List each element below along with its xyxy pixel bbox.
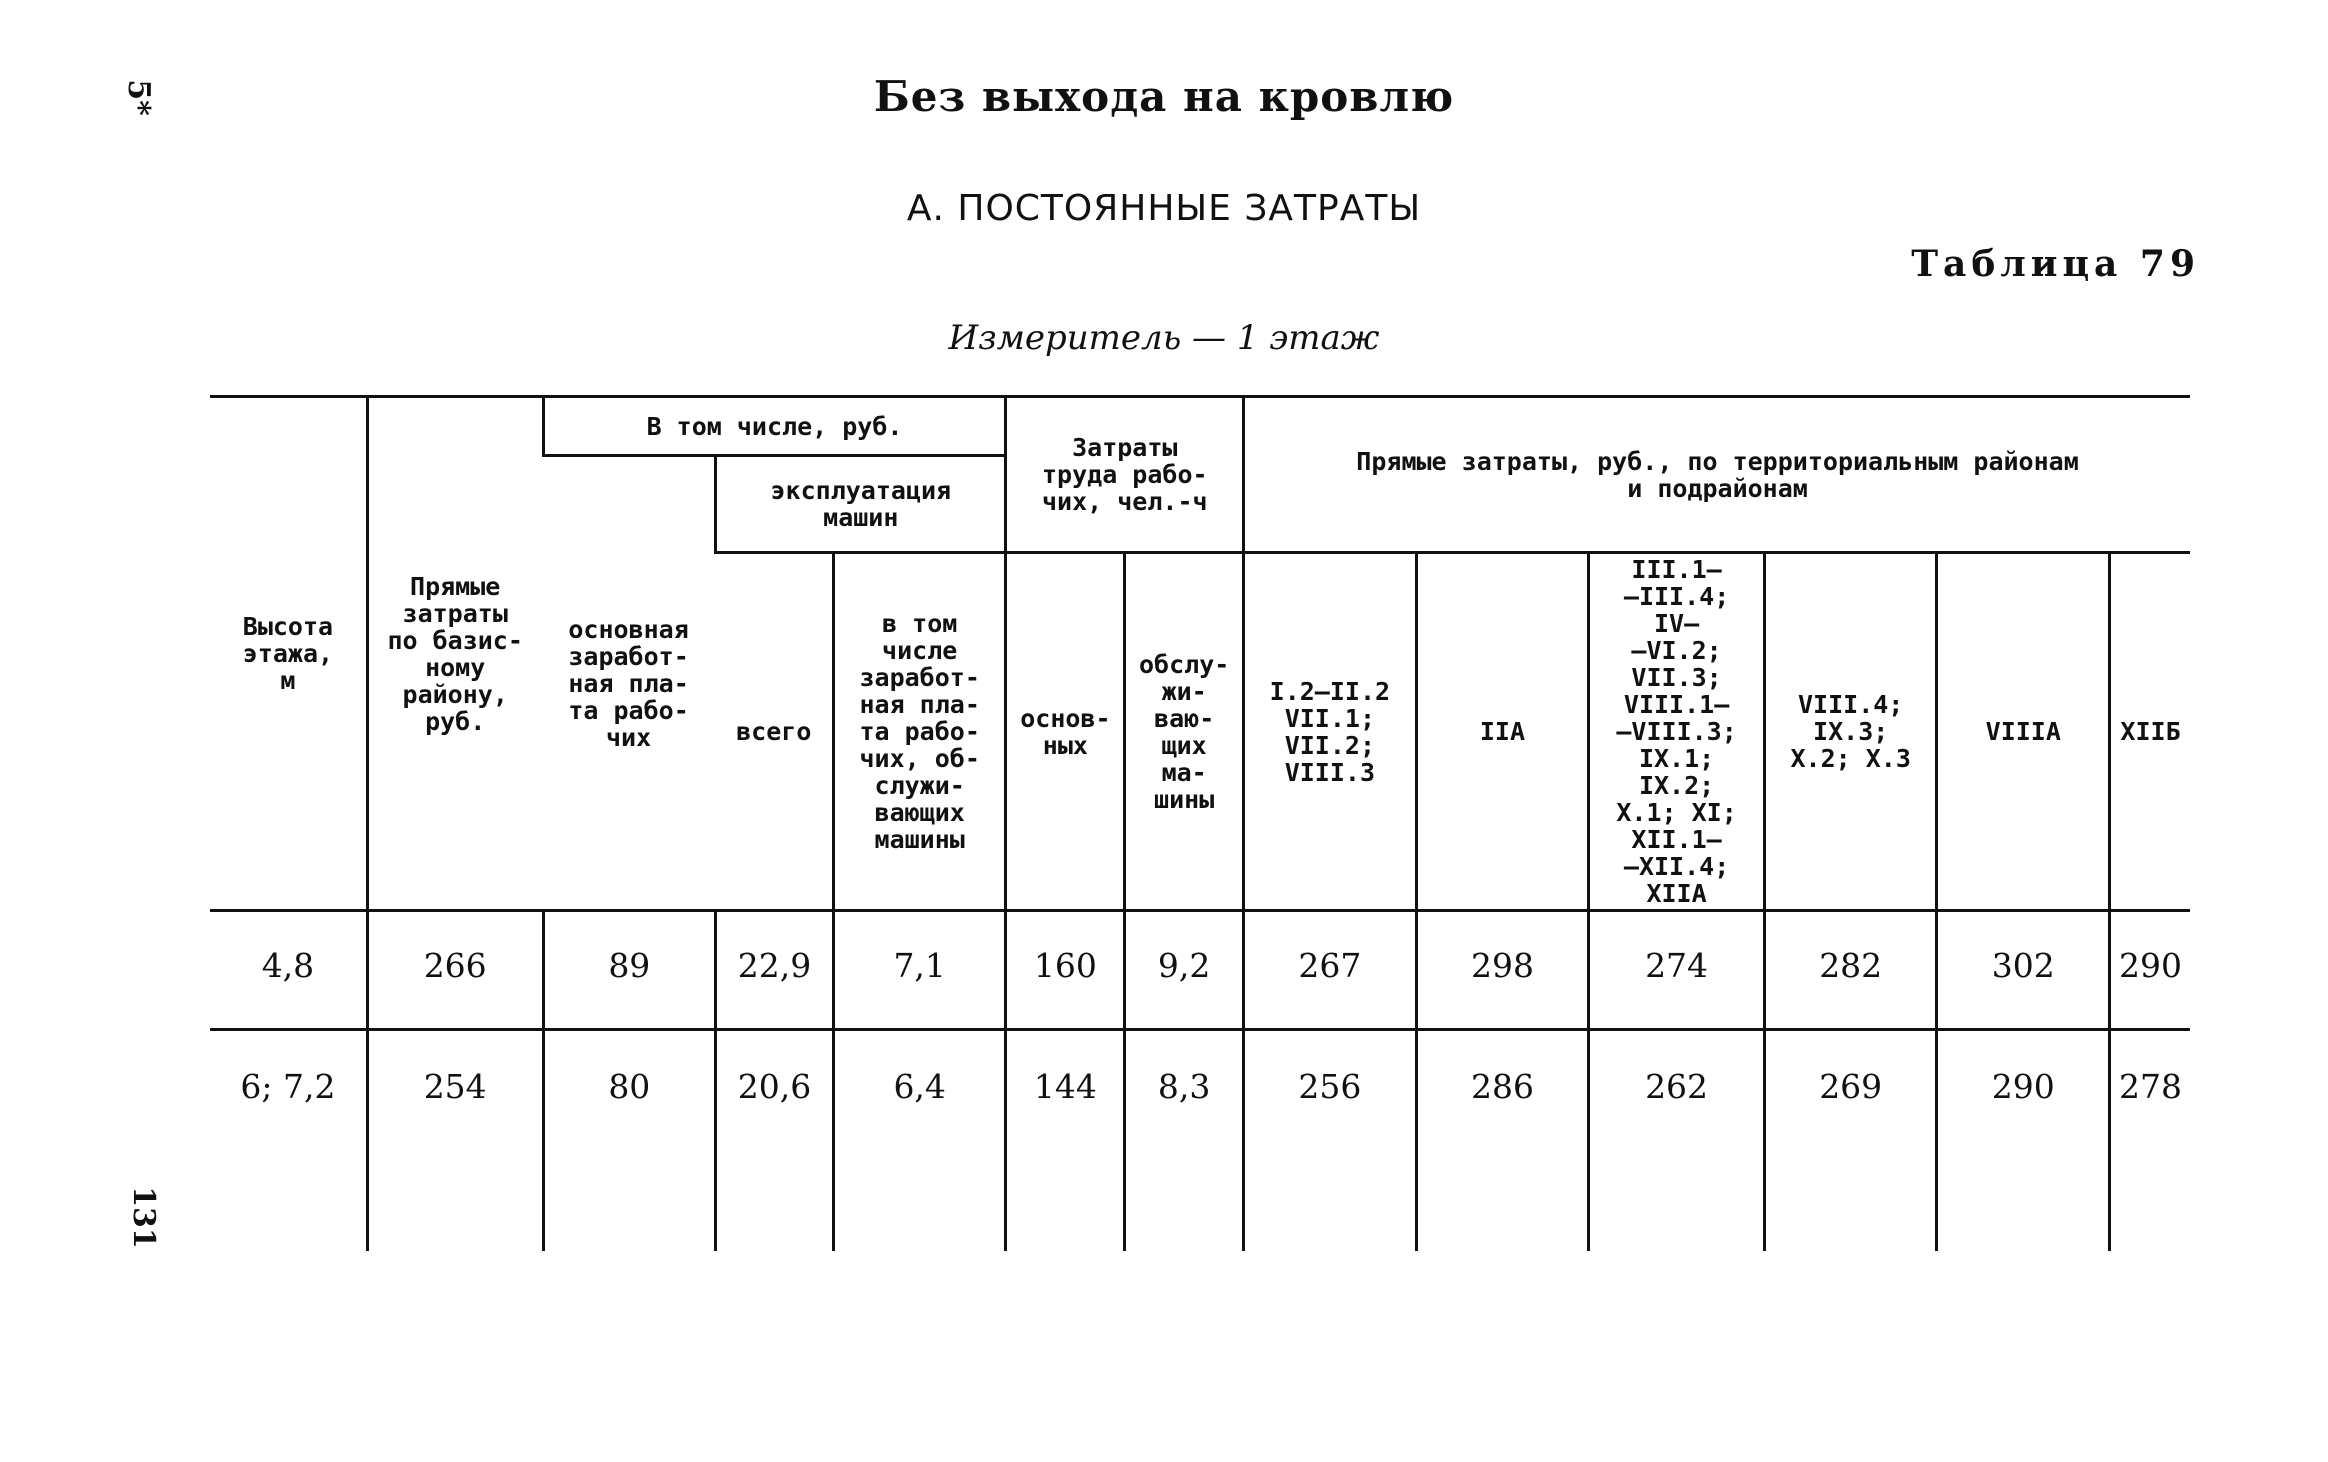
cell-region-3: 274 <box>1589 911 1765 1030</box>
cell-region-2: 298 <box>1416 911 1589 1030</box>
header-labor-main: основ- ных <box>1006 553 1125 911</box>
cell-direct-base: 254 <box>367 1030 543 1252</box>
cell-machines-wage: 7,1 <box>833 911 1006 1030</box>
cell-region-4: 269 <box>1764 1030 1937 1252</box>
cell-labor-service: 8,3 <box>1125 1030 1244 1252</box>
header-machines: эксплуатация машин <box>716 456 1006 553</box>
header-direct-base: Прямые затраты по базис- ному району, руб. <box>367 397 543 911</box>
cell-height: 4,8 <box>210 911 367 1030</box>
cell-labor-service: 9,2 <box>1125 911 1244 1030</box>
cell-region-4: 282 <box>1764 911 1937 1030</box>
cell-direct-base: 266 <box>367 911 543 1030</box>
cell-base-wage: 80 <box>543 1030 716 1252</box>
page-title: Без выхода на кровлю <box>873 72 1455 121</box>
cell-machines-total: 20,6 <box>716 1030 834 1252</box>
header-base-wage: основная заработ- ная пла- та рабо- чих <box>568 614 689 752</box>
section-title: А. ПОСТОЯННЫЕ ЗАТРАТЫ <box>906 188 1422 229</box>
header-labor-service: обслу- жи- ваю- щих ма- шины <box>1125 553 1244 911</box>
cell-machines-total: 22,9 <box>716 911 834 1030</box>
header-region-6: XIIБ <box>2110 553 2190 911</box>
cell-region-1: 256 <box>1244 1030 1417 1252</box>
header-regions: Прямые затраты, руб., по территориальным районам и подрайонам <box>1244 397 2190 553</box>
cell-region-6: 290 <box>2110 911 2190 1030</box>
header-region-5: VIIIА <box>1937 553 2110 911</box>
margin-page-number: 131 <box>125 1186 161 1249</box>
margin-page-mark: 5* <box>120 79 156 116</box>
table-number: Таблица 79 <box>1911 243 2200 285</box>
cell-height: 6; 7,2 <box>210 1030 367 1252</box>
cost-table <box>210 395 2190 1251</box>
cell-region-5: 302 <box>1937 911 2110 1030</box>
header-region-1: I.2—II.2 VII.1; VII.2; VIII.3 <box>1244 553 1417 911</box>
cell-labor-main: 144 <box>1006 1030 1125 1252</box>
table-row <box>210 911 2190 1030</box>
measure-unit: Измеритель — 1 этаж <box>948 318 1380 358</box>
cell-region-6: 278 <box>2110 1030 2190 1252</box>
header-machines-total: всего <box>736 717 812 746</box>
cell-region-3: 262 <box>1589 1030 1765 1252</box>
cell-region-5: 290 <box>1937 1030 2110 1252</box>
header-machines-wage: в том числе заработ- ная пла- та рабо- чих, об- служи- вающих машины <box>833 553 1006 911</box>
header-region-2: IIА <box>1416 553 1589 911</box>
header-incl-rub: В том числе, руб. <box>543 397 1006 456</box>
cell-machines-wage: 6,4 <box>833 1030 1006 1252</box>
header-region-3: III.1— —III.4; IV— —VI.2; VII.3; VIII.1— —VIII.3; IX.1; IX.2; X.1; XI; XII.1— —XII.4; XIIА <box>1589 553 1765 911</box>
header-labor: Затраты труда рабо- чих, чел.-ч <box>1006 397 1244 553</box>
header-region-4: VIII.4; IX.3; X.2; X.3 <box>1764 553 1937 911</box>
header-height: Высота этажа, м <box>242 612 334 695</box>
cell-base-wage: 89 <box>543 911 716 1030</box>
table-row <box>210 1030 2190 1252</box>
cell-region-2: 286 <box>1416 1030 1589 1252</box>
cell-labor-main: 160 <box>1006 911 1125 1030</box>
cell-region-1: 267 <box>1244 911 1417 1030</box>
